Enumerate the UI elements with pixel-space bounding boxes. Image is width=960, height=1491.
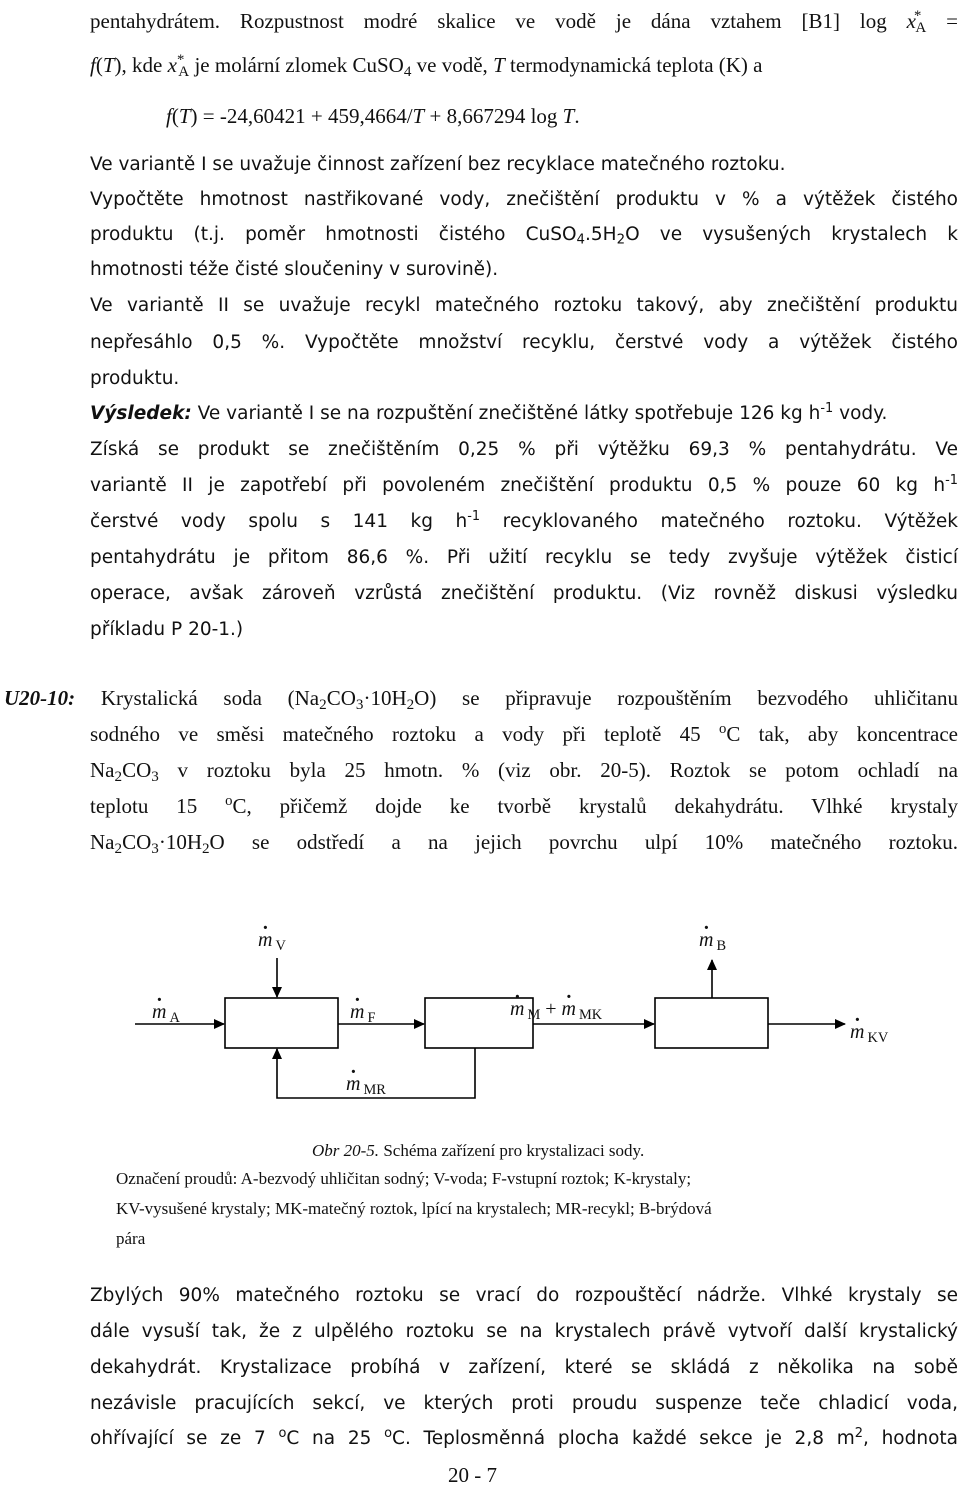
caption-note: pára [116, 1229, 146, 1248]
text-line: f(T), kde $x^*_A$ je molární zlomek CuSO$_4$ ve vodě, T termodynamická teplota (K) a [90, 51, 763, 80]
formula-line: f(T) = -24,60421 + 459,4664/T + 8,667294 log T. [166, 104, 580, 128]
text-line: produktu (t.j. poměr hmotnosti čistého $CuSO_4.5H_2O$ ve vysušených krystalech k [90, 224, 958, 248]
label-mM-plus-mMK: · m $_M$ + · m $_{MK}$ [510, 997, 602, 1021]
text-line: hmotnosti téže čisté sloučeniny v surovině). [90, 259, 499, 280]
label-mV: · m $_V$ [258, 928, 286, 952]
text-line: Získá se produkt se znečištěním 0,25 % při výtěžku 69,3 % pentahydrátu. Ve [90, 439, 958, 460]
text-line: nezávisle pracujících sekcí, ve kterých proti proudu suspenze teče chladicí voda, [90, 1393, 958, 1414]
text-line: pentahydrátu je přitom 86,6 %. Při užití recyklu se tedy zvyšuje výtěžek čisticí [90, 547, 958, 568]
text-line: operace, avšak zároveň vzrůstá znečištění produktu. (Viz rovněž diskusi výsledku [90, 583, 958, 604]
text-line: $Na_2CO_3\cdot 10H_2O$ se odstředí a na jejich povrchu ulpí 10% matečného roztoku. [90, 830, 958, 857]
label-mMR: · m $_{MR}$ [346, 1072, 386, 1096]
text-line: pentahydrátem. Rozpustnost modré skalice ve vodě je dána vztahem [B1] $\log x^*_A$ = [90, 7, 958, 36]
text-line: čerstvé vody spolu s 141 kg $h^{-1}$ recyklovaného matečného roztoku. Výtěžek [90, 508, 958, 532]
text-line: Ve variantě I se uvažuje činnost zařízení bez recyklace matečného roztoku. [90, 154, 786, 175]
text-line: produktu. [90, 368, 180, 389]
label-mB: · m $_B$ [699, 928, 726, 952]
text-line: Výsledek: Ve variantě I se na rozpuštění znečištěné látky spotřebuje 126 kg $h^{-1}$ vody. [90, 400, 888, 424]
page-number: 20 - 7 [448, 1463, 497, 1487]
text-line: Vypočtěte hmotnost nastřikované vody, znečištění produktu v % a výtěžek čistého [90, 189, 958, 210]
label-mF: · m $_F$ [350, 1000, 375, 1024]
text-line: dekahydrát. Krystalizace probíhá v zařízení, které se skládá z několika na sobě [90, 1357, 958, 1378]
text-line: ohřívající se ze 7 $^o$C na 25 $^o$C. Teplosměnná plocha každé sekce je 2,8 $m^2$, hodnota [90, 1425, 958, 1449]
text-line: Zbylých 90% matečného roztoku se vrací do rozpouštěcí nádrže. Vlhké krystaly se [90, 1285, 958, 1306]
problem-label: U20-10: [4, 686, 76, 710]
text-line: sodného ve směsi matečného roztoku a vody při teplotě 45 $^o$C tak, aby koncentrace [90, 720, 959, 746]
label-mA: · m $_A$ [152, 1000, 180, 1024]
label-mKV: · m $_{KV}$ [850, 1020, 888, 1044]
text-line: příkladu P 20-1.) [90, 619, 244, 640]
text-line: dále vysuší tak, že z ulpělého roztoku se na krystalech právě vytvoří další krystalický [90, 1321, 958, 1342]
text-line: Ve variantě II se uvažuje recykl matečného roztoku takový, aby znečištění produktu [90, 295, 958, 316]
caption-note: Označení proudů: A-bezvodý uhličitan sodný; V-voda; F-vstupní roztok; K-krystaly; [116, 1169, 692, 1188]
text-line: nepřesáhlo 0,5 %. Vypočtěte množství recyklu, čerstvé vody a výtěžek čistého [90, 332, 958, 353]
figure-caption: Obr 20-5. Schéma zařízení pro krystalizaci sody. [312, 1141, 645, 1160]
text-line: U20-10: Krystalická soda $(Na_2CO_3\cdot 10H_2O)$ se připravuje rozpouštěním bezvodého uhličitanu [4, 686, 959, 713]
caption-note: KV-vysušené krystaly; MK-matečný roztok, lpící na krystalech; MR-recykl; B-brýdová [116, 1199, 712, 1218]
text-line: variantě II je zapotřebí při povoleném znečištění produktu 0,5 % pouze 60 kg $h^{-1}$ [90, 472, 958, 496]
result-label: Výsledek: [90, 403, 192, 424]
centrifuge-box [655, 998, 768, 1048]
text-line: $Na_2CO_3$ v roztoku byla 25 hmotn. % (viz obr. 20-5). Roztok se potom ochladí na [90, 758, 959, 785]
dissolver-box [225, 998, 338, 1048]
text-line: teplotu 15 $^o$C, přičemž dojde ke tvorbě krystalů dekahydrátu. Vlhké krystaly [90, 792, 958, 818]
